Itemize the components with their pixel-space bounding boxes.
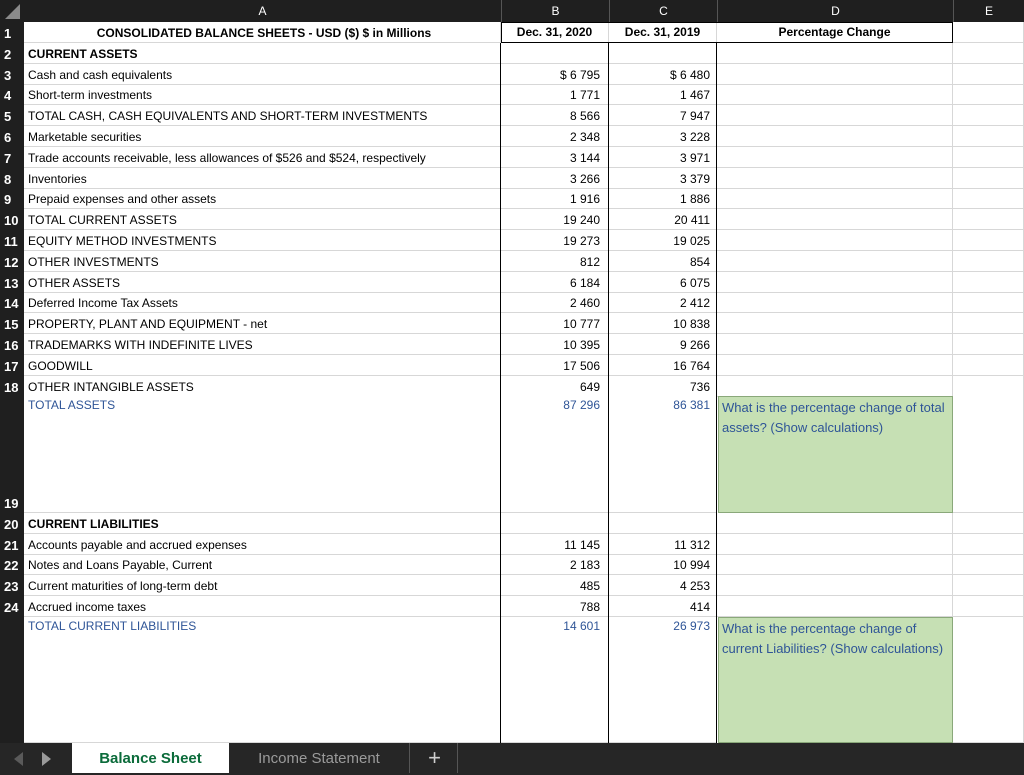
percentage-change-cell[interactable]: [717, 85, 953, 106]
total-assets-2019: 86 381: [673, 398, 710, 412]
empty-cell[interactable]: [953, 230, 1024, 251]
value-2019-cell[interactable]: [609, 596, 717, 617]
value-2019-cell[interactable]: [609, 534, 717, 555]
row-label: Prepaid expenses and other assets: [28, 192, 217, 207]
value-2019-cell[interactable]: [609, 272, 717, 293]
percentage-change-cell[interactable]: [717, 64, 953, 85]
value-2020-cell[interactable]: [501, 376, 609, 397]
total-assets-label-cell[interactable]: [24, 396, 501, 513]
empty-cell[interactable]: [953, 22, 1024, 43]
row-header[interactable]: 5: [0, 105, 24, 126]
value-2020-cell[interactable]: [501, 209, 609, 230]
percentage-change-cell[interactable]: [717, 534, 953, 555]
value-2020-cell[interactable]: [501, 43, 609, 64]
tab-income-statement[interactable]: Income Statement: [229, 743, 410, 773]
value-2019-cell[interactable]: [609, 313, 717, 334]
value-2019-cell[interactable]: [609, 230, 717, 251]
value-2020: $ 6 795: [559, 67, 600, 82]
value-2019: 854: [689, 254, 710, 269]
empty-cell[interactable]: [953, 189, 1024, 210]
row-header[interactable]: 24: [0, 596, 24, 617]
row-label: Marketable securities: [28, 129, 142, 144]
row-header[interactable]: 23: [0, 575, 24, 596]
value-2019: 3 971: [679, 150, 710, 165]
percentage-change-cell[interactable]: [717, 168, 953, 189]
value-2020: 19 273: [563, 233, 600, 248]
value-2020-cell[interactable]: [501, 355, 609, 376]
percentage-change-cell[interactable]: [717, 251, 953, 272]
empty-cell[interactable]: [953, 126, 1024, 147]
value-2020-cell[interactable]: [501, 596, 609, 617]
percentage-change-header[interactable]: Percentage Change: [717, 22, 953, 43]
row-label: OTHER INVESTMENTS: [28, 254, 159, 269]
row-label-cell[interactable]: [24, 189, 501, 210]
percentage-change-cell[interactable]: [717, 555, 953, 576]
value-2020: 3 266: [569, 171, 600, 186]
value-2020-cell[interactable]: [501, 64, 609, 85]
value-2020-cell[interactable]: [501, 168, 609, 189]
value-2019: 7 947: [679, 109, 710, 124]
percentage-change-cell[interactable]: [717, 376, 953, 397]
value-2019: 1 886: [679, 192, 710, 207]
row-header[interactable]: 3: [0, 64, 24, 85]
column-header-d[interactable]: D: [717, 0, 953, 22]
empty-cell[interactable]: [953, 313, 1024, 334]
percentage-change-cell[interactable]: [717, 189, 953, 210]
row-label-cell[interactable]: [24, 334, 501, 355]
date-2020-header[interactable]: Dec. 31, 2020: [501, 22, 609, 43]
value-2020-cell[interactable]: [501, 313, 609, 334]
value-2019: 11 312: [674, 537, 710, 552]
value-2020: 8 566: [569, 109, 600, 124]
value-2019-cell[interactable]: [609, 555, 717, 576]
empty-cell[interactable]: [953, 376, 1024, 397]
value-2020: 2 460: [569, 296, 600, 311]
value-2019-cell[interactable]: [609, 126, 717, 147]
row-label-cell[interactable]: [24, 251, 501, 272]
row-label-cell[interactable]: [24, 376, 501, 397]
row-label: Notes and Loans Payable, Current: [28, 558, 213, 573]
add-sheet-button[interactable]: +: [412, 743, 458, 773]
row-label-cell[interactable]: [24, 126, 501, 147]
row-label-cell[interactable]: [24, 230, 501, 251]
row-label: TOTAL CASH, CASH EQUIVALENTS AND SHORT-TERM INVESTMENTS: [28, 109, 428, 124]
empty-cell[interactable]: [953, 355, 1024, 376]
value-2019-cell[interactable]: [609, 64, 717, 85]
prev-sheet-icon[interactable]: [14, 752, 23, 766]
row-header[interactable]: 7: [0, 147, 24, 168]
row-label: TOTAL CURRENT ASSETS: [28, 213, 177, 228]
value-2019-cell[interactable]: [609, 251, 717, 272]
value-2019-cell[interactable]: [609, 293, 717, 314]
total-assets-label: TOTAL ASSETS: [28, 398, 116, 412]
value-2020: 812: [579, 254, 600, 269]
row-label: GOODWILL: [28, 358, 93, 373]
row-header[interactable]: 19: [0, 396, 24, 513]
empty-cell[interactable]: [953, 251, 1024, 272]
value-2019-cell[interactable]: [609, 376, 717, 397]
value-2019: 736: [689, 379, 710, 394]
row-header[interactable]: 6: [0, 126, 24, 147]
empty-cell[interactable]: [953, 596, 1024, 617]
value-2020-cell[interactable]: [501, 230, 609, 251]
value-2019-cell[interactable]: [609, 355, 717, 376]
value-2019-cell[interactable]: [609, 43, 717, 64]
percentage-change-cell[interactable]: [717, 355, 953, 376]
value-2019: 2 412: [679, 296, 710, 311]
percentage-change-cell[interactable]: [717, 313, 953, 334]
empty-cell[interactable]: [953, 617, 1024, 743]
row-label-cell[interactable]: [24, 64, 501, 85]
row-label: TRADEMARKS WITH INDEFINITE LIVES: [28, 337, 253, 352]
value-2020-cell[interactable]: [501, 105, 609, 126]
row-label: PROPERTY, PLANT AND EQUIPMENT - net: [28, 317, 268, 332]
value-2019-cell[interactable]: [609, 168, 717, 189]
empty-cell[interactable]: [953, 105, 1024, 126]
value-2020: 19 240: [563, 213, 600, 228]
value-2020: 1 916: [569, 192, 600, 207]
row-label-cell[interactable]: [24, 596, 501, 617]
next-sheet-icon[interactable]: [42, 752, 51, 766]
column-header-c[interactable]: C: [609, 0, 717, 22]
value-2019: 19 025: [673, 233, 710, 248]
percentage-change-cell[interactable]: [717, 272, 953, 293]
row-header[interactable]: 12: [0, 251, 24, 272]
empty-cell[interactable]: [953, 85, 1024, 106]
empty-cell[interactable]: [953, 555, 1024, 576]
column-header-e[interactable]: E: [953, 0, 1024, 22]
empty-cell[interactable]: [953, 513, 1024, 534]
value-2019: 1 467: [679, 88, 710, 103]
row-header[interactable]: 20: [0, 513, 24, 534]
value-2020-cell[interactable]: [501, 534, 609, 555]
value-2019-cell[interactable]: [609, 105, 717, 126]
total-assets-question-box[interactable]: What is the percentage change of total assets? (Show calculations): [718, 396, 953, 513]
value-2019: 9 266: [679, 337, 710, 352]
row-label-cell[interactable]: [24, 534, 501, 555]
empty-cell[interactable]: [953, 209, 1024, 230]
date-2019-header[interactable]: Dec. 31, 2019: [609, 22, 717, 43]
row-label-cell[interactable]: [24, 147, 501, 168]
row-label-cell[interactable]: [24, 555, 501, 576]
value-2020: 10 395: [563, 337, 600, 352]
value-2019: 10 994: [673, 558, 710, 573]
row-label: Deferred Income Tax Assets: [28, 296, 178, 311]
value-2020-cell[interactable]: [501, 126, 609, 147]
row-header[interactable]: [0, 617, 24, 743]
empty-cell[interactable]: [953, 293, 1024, 314]
row-label: Accrued income taxes: [28, 599, 147, 614]
percentage-change-cell[interactable]: [717, 230, 953, 251]
total-assets-2019-cell[interactable]: [609, 396, 717, 513]
value-2019: 10 838: [673, 317, 710, 332]
value-2020-cell[interactable]: [501, 147, 609, 168]
value-2020-cell[interactable]: [501, 293, 609, 314]
empty-cell[interactable]: [953, 147, 1024, 168]
value-2020: 3 144: [569, 150, 600, 165]
row-label-cell[interactable]: [24, 105, 501, 126]
value-2019: 16 764: [673, 358, 710, 373]
row-label: CURRENT ASSETS: [28, 46, 138, 61]
row-label-cell[interactable]: [24, 513, 501, 534]
row-header[interactable]: 18: [0, 376, 24, 397]
row-header[interactable]: 13: [0, 272, 24, 293]
row-label-cell[interactable]: [24, 168, 501, 189]
value-2020: 1 771: [569, 88, 600, 103]
row-label-cell[interactable]: [24, 575, 501, 596]
row-label: Accounts payable and accrued expenses: [28, 537, 247, 552]
row-label: OTHER INTANGIBLE ASSETS: [28, 379, 194, 394]
value-2019: 6 075: [679, 275, 710, 290]
row-label-cell[interactable]: [24, 272, 501, 293]
percentage-change-cell[interactable]: [717, 147, 953, 168]
tab-balance-sheet[interactable]: Balance Sheet: [72, 743, 229, 773]
value-2019-cell[interactable]: [609, 513, 717, 534]
column-header-b[interactable]: B: [501, 0, 609, 22]
row-label: Trade accounts receivable, less allowances of $526 and $524, respectively: [28, 150, 426, 165]
value-2020-cell[interactable]: [501, 513, 609, 534]
total-liabilities-2020: 14 601: [563, 619, 600, 633]
row-label: Short-term investments: [28, 88, 153, 103]
value-2019: 3 379: [679, 171, 710, 186]
value-2020-cell[interactable]: [501, 272, 609, 293]
row-header[interactable]: 11: [0, 230, 24, 251]
value-2019: 4 253: [679, 579, 710, 594]
value-2019-cell[interactable]: [609, 334, 717, 355]
value-2020-cell[interactable]: [501, 189, 609, 210]
row-label-cell[interactable]: [24, 43, 501, 64]
value-2019: 414: [689, 599, 710, 614]
value-2020-cell[interactable]: [501, 85, 609, 106]
row-header[interactable]: 14: [0, 293, 24, 314]
percentage-change-cell[interactable]: [717, 575, 953, 596]
value-2020: 485: [579, 579, 600, 594]
percentage-change-cell[interactable]: [717, 43, 953, 64]
row-label-cell[interactable]: [24, 313, 501, 334]
sheet-tab-bar: [0, 743, 1024, 775]
value-2020: 10 777: [563, 317, 600, 332]
row-header[interactable]: 15: [0, 313, 24, 334]
row-label: Inventories: [28, 171, 87, 186]
empty-cell[interactable]: [953, 534, 1024, 555]
total-liabilities-2019: 26 973: [673, 619, 710, 633]
row-header[interactable]: 2: [0, 43, 24, 64]
value-2020-cell[interactable]: [501, 575, 609, 596]
value-2020: 649: [579, 379, 600, 394]
empty-cell[interactable]: [953, 334, 1024, 355]
total-liabilities-label: TOTAL CURRENT LIABILITIES: [28, 619, 197, 633]
row-header[interactable]: 21: [0, 534, 24, 555]
row-label: OTHER ASSETS: [28, 275, 121, 290]
value-2019: $ 6 480: [669, 67, 710, 82]
percentage-change-cell[interactable]: [717, 596, 953, 617]
percentage-change-cell[interactable]: [717, 126, 953, 147]
row-header[interactable]: 1: [0, 22, 24, 43]
value-2019-cell[interactable]: [609, 575, 717, 596]
row-label: EQUITY METHOD INVESTMENTS: [28, 233, 217, 248]
value-2019-cell[interactable]: [609, 85, 717, 106]
empty-cell[interactable]: [953, 64, 1024, 85]
percentage-change-cell[interactable]: [717, 293, 953, 314]
value-2019-cell[interactable]: [609, 189, 717, 210]
row-header[interactable]: 8: [0, 168, 24, 189]
value-2019-cell[interactable]: [609, 147, 717, 168]
empty-cell[interactable]: [953, 168, 1024, 189]
row-label: Cash and cash equivalents: [28, 67, 173, 82]
row-header[interactable]: 9: [0, 189, 24, 210]
value-2020-cell[interactable]: [501, 251, 609, 272]
percentage-change-cell[interactable]: [717, 105, 953, 126]
value-2020-cell[interactable]: [501, 334, 609, 355]
row-header[interactable]: 16: [0, 334, 24, 355]
empty-cell[interactable]: [953, 43, 1024, 64]
row-header[interactable]: 4: [0, 85, 24, 106]
row-label-cell[interactable]: [24, 293, 501, 314]
row-label: Current maturities of long-term debt: [28, 579, 218, 594]
row-header[interactable]: 17: [0, 355, 24, 376]
total-liabilities-label-cell[interactable]: [24, 617, 501, 743]
sheet-title-cell[interactable]: CONSOLIDATED BALANCE SHEETS - USD ($) $ in Millions: [24, 22, 501, 43]
total-assets-2020-cell[interactable]: [501, 396, 609, 513]
total-liabilities-2019-cell[interactable]: [609, 617, 717, 743]
row-label: CURRENT LIABILITIES: [28, 516, 159, 531]
value-2020: 2 348: [569, 129, 600, 144]
value-2019: 3 228: [679, 129, 710, 144]
value-2020: 6 184: [569, 275, 600, 290]
value-2020: 17 506: [563, 358, 600, 373]
value-2020: 11 145: [564, 537, 600, 552]
empty-cell[interactable]: [953, 396, 1024, 513]
total-liabilities-2020-cell[interactable]: [501, 617, 609, 743]
value-2019: 20 411: [674, 213, 710, 228]
value-2020: 788: [579, 599, 600, 614]
row-header[interactable]: 22: [0, 555, 24, 576]
percentage-change-cell[interactable]: [717, 209, 953, 230]
empty-cell[interactable]: [953, 272, 1024, 293]
total-liabilities-question-box[interactable]: What is the percentage change of current Liabilities? (Show calculations): [718, 617, 953, 743]
value-2019-cell[interactable]: [609, 209, 717, 230]
column-header-a[interactable]: A: [24, 0, 501, 22]
row-header[interactable]: 10: [0, 209, 24, 230]
percentage-change-cell[interactable]: [717, 334, 953, 355]
select-all-corner[interactable]: [0, 0, 24, 22]
total-assets-2020: 87 296: [563, 398, 600, 412]
value-2020-cell[interactable]: [501, 555, 609, 576]
empty-cell[interactable]: [953, 575, 1024, 596]
row-label-cell[interactable]: [24, 85, 501, 106]
value-2020: 2 183: [569, 558, 600, 573]
row-label-cell[interactable]: [24, 209, 501, 230]
row-label-cell[interactable]: [24, 355, 501, 376]
percentage-change-cell[interactable]: [717, 513, 953, 534]
